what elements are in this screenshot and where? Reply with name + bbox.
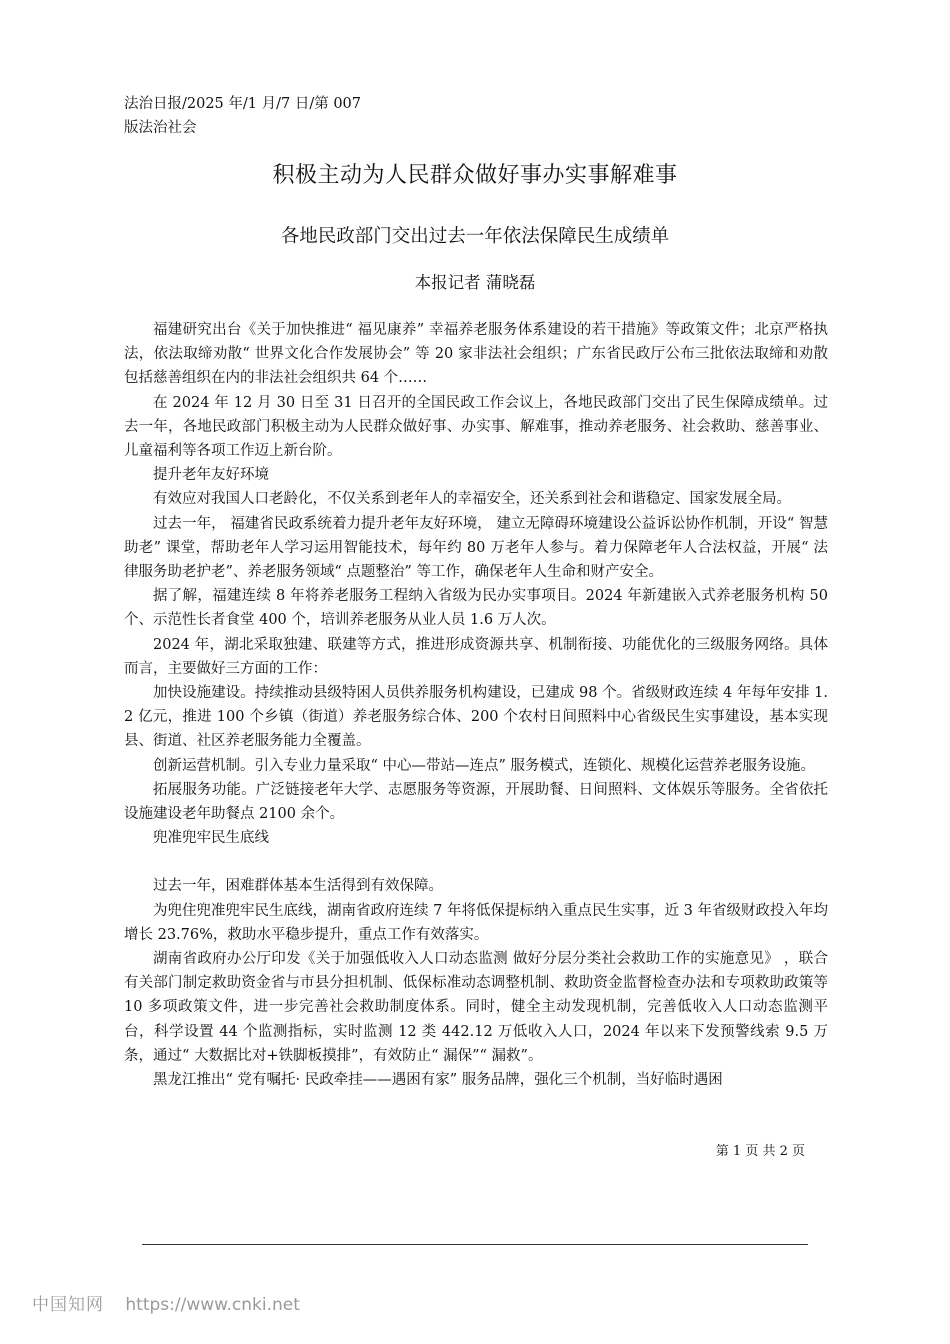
source-citation xyxy=(124,92,424,140)
footer-divider xyxy=(142,1244,808,1245)
page-number: 第 1 页 共 2 页 xyxy=(715,1144,805,1159)
paragraph: 湖南省政府办公厅印发《关于加强低收入人口动态监测 做好分层分类社会救助工作的实施意见》 ，联合有关部门制定救助资金省与市县分担机制、低保标准动态调整机制、救助资金监督检查办法和专项救助政策等 10 多项政策文件，进一步完善社会救助制度体系。同时，健全主动发现机制，完善低收入人口动态监测平台，科学设置 44 个监测指标，实时监测 12 类 442.12 万低收入人口，2024 年以来下发预警线索 9.5 万条，通过“ 大数据比对+铁脚板摸排”，有效防止“ 漏保”“ 漏救”。 xyxy=(124,951,828,1064)
paragraph: 过去一年，困难群体基本生活得到有效保障。 xyxy=(153,878,443,895)
watermark-url[interactable]: https://www.cnki.net xyxy=(125,1295,300,1315)
paragraph: 2024 年，湖北采取独建、联建等方式，推进形成资源共享、机制衔接、功能优化的三级服务网络。具体而言，主要做好三方面的工作： xyxy=(124,636,828,677)
paragraph: 为兜住兜准兜牢民生底线，湖南省政府连续 7 年将低保提标纳入重点民生实事，近 3 年省级财政投入年均增长 23.76%，救助水平稳步提升，重点工作有效落实。 xyxy=(124,902,828,943)
byline: 本报记者 蒲晓磊 xyxy=(414,273,536,292)
watermark-brand: 中国知网 xyxy=(32,1295,104,1315)
paragraph: 在 2024 年 12 月 30 日至 31 日召开的全国民政工作会议上，各地民政部门交出了民生保障成绩单。过去一年，各地民政部门积极主动为人民群众做好事、办实事、解难事，推动养老服务、社会救助、慈善事业、儿童福利等各项工作迈上新台阶。 xyxy=(124,394,828,460)
source-line-2: 版法治社会 xyxy=(124,120,197,136)
paragraph: 过去一年， 福建省民政系统着力提升老年友好环境， 建立无障碍环境建设公益诉讼协作机制，开设“ 智慧助老” 课堂，帮助老年人学习运用智能技术，每年约 80 万老年人参与。着力保障老年人合法权益，开展“ 法律服务助老护老”、养老服务领域“ 点题整治” 等工作，确保老年人生命和财产安全。 xyxy=(124,515,828,581)
paragraph: 据了解，福建连续 8 年将养老服务工程纳入省级为民办实事项目。2024 年新建嵌入式养老服务机构 50 个、示范性长者食堂 400 个，培训养老服务从业人员 1.6 万人次。 xyxy=(124,588,828,629)
paragraph: 加快设施建设。持续推动县级特困人员供养服务机构建设，已建成 98 个。省级财政连续 4 年每年安排 1.2 亿元，推进 100 个乡镇（街道）养老服务综合体、200 个农村日间照料中心省级民生实事建设，基本实现县、街道、社区养老服务能力全覆盖。 xyxy=(124,685,828,750)
source-line-1: 法治日报/2025 年/1 月/7 日/第 007 xyxy=(124,96,362,112)
paragraph: 拓展服务功能。广泛链接老年大学、志愿服务等资源，开展助餐、日间照料、文体娱乐等服务。全省依托设施建设老年助餐点 2100 余个。 xyxy=(124,781,828,823)
paragraph: 有效应对我国人口老龄化，不仅关系到老年人的幸福安全，还关系到社会和谐稳定、国家发展全局。 xyxy=(153,491,791,508)
headline: 积极主动为人民群众做好事办实事解难事 xyxy=(272,163,678,188)
paragraph: 黑龙江推出“ 党有嘱托· 民政牵挂——遇困有家” 服务品牌，强化三个机制，当好临时遇困 xyxy=(153,1072,723,1089)
subheadline: 各地民政部门交出过去一年依法保障民生成绩单 xyxy=(280,226,670,247)
article-body xyxy=(124,318,828,1092)
paragraph: 福建研究出台《关于加快推进“ 福见康养” 幸福养老服务体系建设的若干措施》等政策文件；北京严格执法，依法取缔劝散“ 世界文化合作发展协会” 等 20 家非法社会组织；广东省民政厅公布三批依法取缔和劝散包括慈善组织在内的非法社会组织共 64 个…… xyxy=(124,322,828,387)
paragraph: 创新运营机制。引入专业力量采取“ 中心—带站—连点” 服务模式，连锁化、规模化运营养老服务设施。 xyxy=(153,757,816,774)
watermark xyxy=(32,1293,300,1317)
section-heading: 提升老年友好环境 xyxy=(153,467,269,484)
section-heading: 兜准兜牢民生底线 xyxy=(153,830,269,847)
